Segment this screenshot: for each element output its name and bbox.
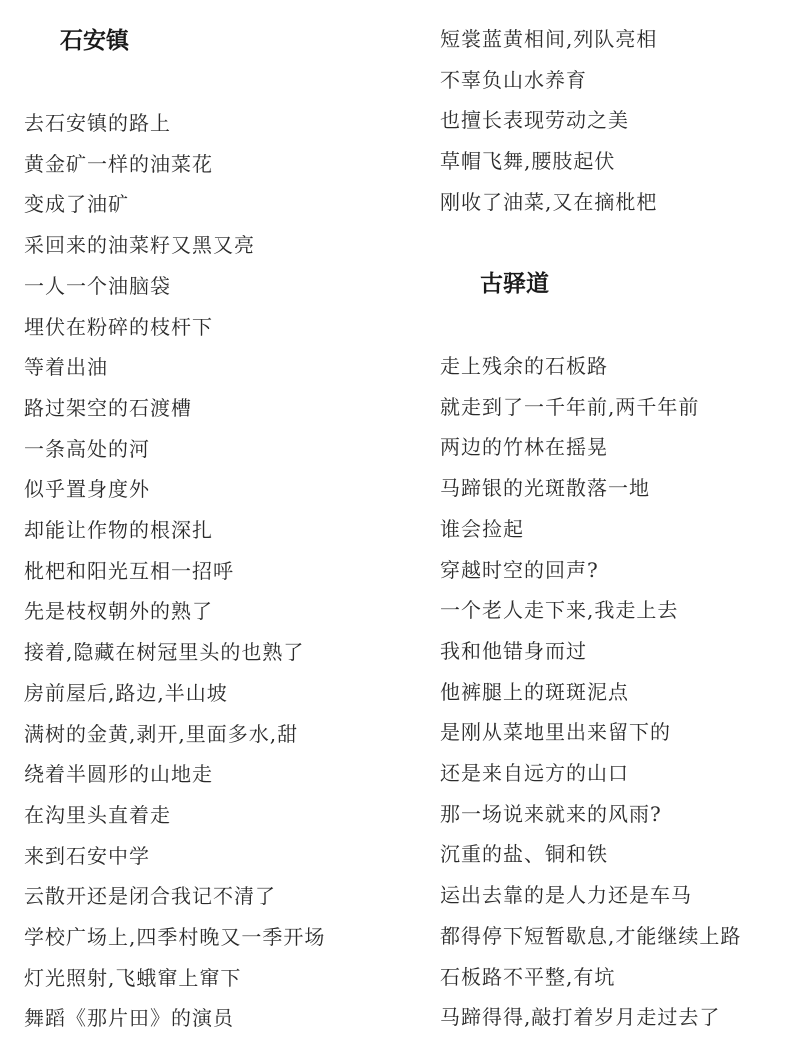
poem-line: 似乎置身度外 bbox=[24, 477, 150, 502]
poem-title-shianzhen: 石安镇 bbox=[60, 28, 129, 54]
poem-line: 沉重的盐、铜和铁 bbox=[440, 842, 608, 867]
poem-line: 草帽飞舞,腰肢起伏 bbox=[440, 149, 616, 174]
poem-line: 采回来的油菜籽又黑又亮 bbox=[24, 233, 255, 258]
poem-line: 埋伏在粉碎的枝杆下 bbox=[24, 314, 213, 339]
poem-line: 绕着半圆形的山地走 bbox=[24, 762, 213, 787]
poem-line: 运出去靠的是人力还是车马 bbox=[440, 883, 692, 908]
poem-line: 短裳蓝黄相间,列队亮相 bbox=[440, 27, 658, 51]
poem-line: 是刚从菜地里出来留下的 bbox=[440, 720, 671, 745]
poem-line: 一个老人走下来,我走上去 bbox=[440, 598, 679, 623]
poem-line: 云散开还是闭合我记不清了 bbox=[24, 884, 276, 909]
poem-line: 走上残余的石板路 bbox=[440, 354, 608, 378]
poem-line: 学校广场上,四季村晚又一季开场 bbox=[24, 925, 326, 949]
poem-line: 马蹄得得,敲打着岁月走过去了 bbox=[440, 1005, 721, 1030]
poem-line: 接着,隐藏在树冠里头的也熟了 bbox=[24, 640, 305, 665]
poem-line: 谁会捡起 bbox=[440, 516, 524, 541]
poem-line: 房前屋后,路边,半山坡 bbox=[24, 680, 228, 705]
poem-line: 变成了油矿 bbox=[24, 192, 129, 217]
poem-line: 不辜负山水养育 bbox=[440, 67, 587, 92]
poem-line: 穿越时空的回声? bbox=[440, 557, 599, 582]
poem-line: 去石安镇的路上 bbox=[24, 111, 171, 135]
poem-line: 一条高处的河 bbox=[24, 436, 150, 461]
poem-line: 路过架空的石渡槽 bbox=[24, 395, 192, 420]
poem-line: 枇杷和阳光互相一招呼 bbox=[24, 558, 234, 583]
poem-line: 我和他错身而过 bbox=[440, 638, 587, 663]
poem-line: 都得停下短暂歇息,才能继续上路 bbox=[440, 923, 742, 948]
poem-line: 在沟里头直着走 bbox=[24, 802, 171, 827]
poem-line: 满树的金黄,剥开,里面多水,甜 bbox=[24, 721, 299, 746]
poem-line: 还是来自远方的山口 bbox=[440, 761, 629, 785]
poem-line: 两边的竹林在摇晃 bbox=[440, 435, 608, 460]
poem-line: 马蹄银的光斑散落一地 bbox=[440, 476, 650, 501]
poem-line: 也擅长表现劳动之美 bbox=[440, 108, 629, 133]
poem-line: 却能让作物的根深扎 bbox=[24, 518, 213, 542]
poem-line: 就走到了一千年前,两千年前 bbox=[440, 394, 700, 419]
poem-line: 他裤腿上的斑斑泥点 bbox=[440, 679, 629, 704]
poem-line: 等着出油 bbox=[24, 355, 108, 380]
poem-line: 舞蹈《那片田》的演员 bbox=[24, 1006, 234, 1031]
poem-line: 一人一个油脑袋 bbox=[24, 273, 171, 298]
poem-line: 先是枝杈朝外的熟了 bbox=[24, 599, 213, 624]
poem-line: 来到石安中学 bbox=[24, 843, 150, 868]
poem-line: 黄金矿一样的油菜花 bbox=[24, 151, 213, 176]
poem-line: 石板路不平整,有坑 bbox=[440, 964, 616, 989]
poem-line: 那一场说来就来的风雨? bbox=[440, 801, 662, 826]
poem-line: 刚收了油菜,又在摘枇杷 bbox=[440, 189, 658, 214]
poem-title-guyidao: 古驿道 bbox=[480, 271, 549, 297]
poem-line: 灯光照射,飞蛾窜上窜下 bbox=[24, 965, 242, 990]
